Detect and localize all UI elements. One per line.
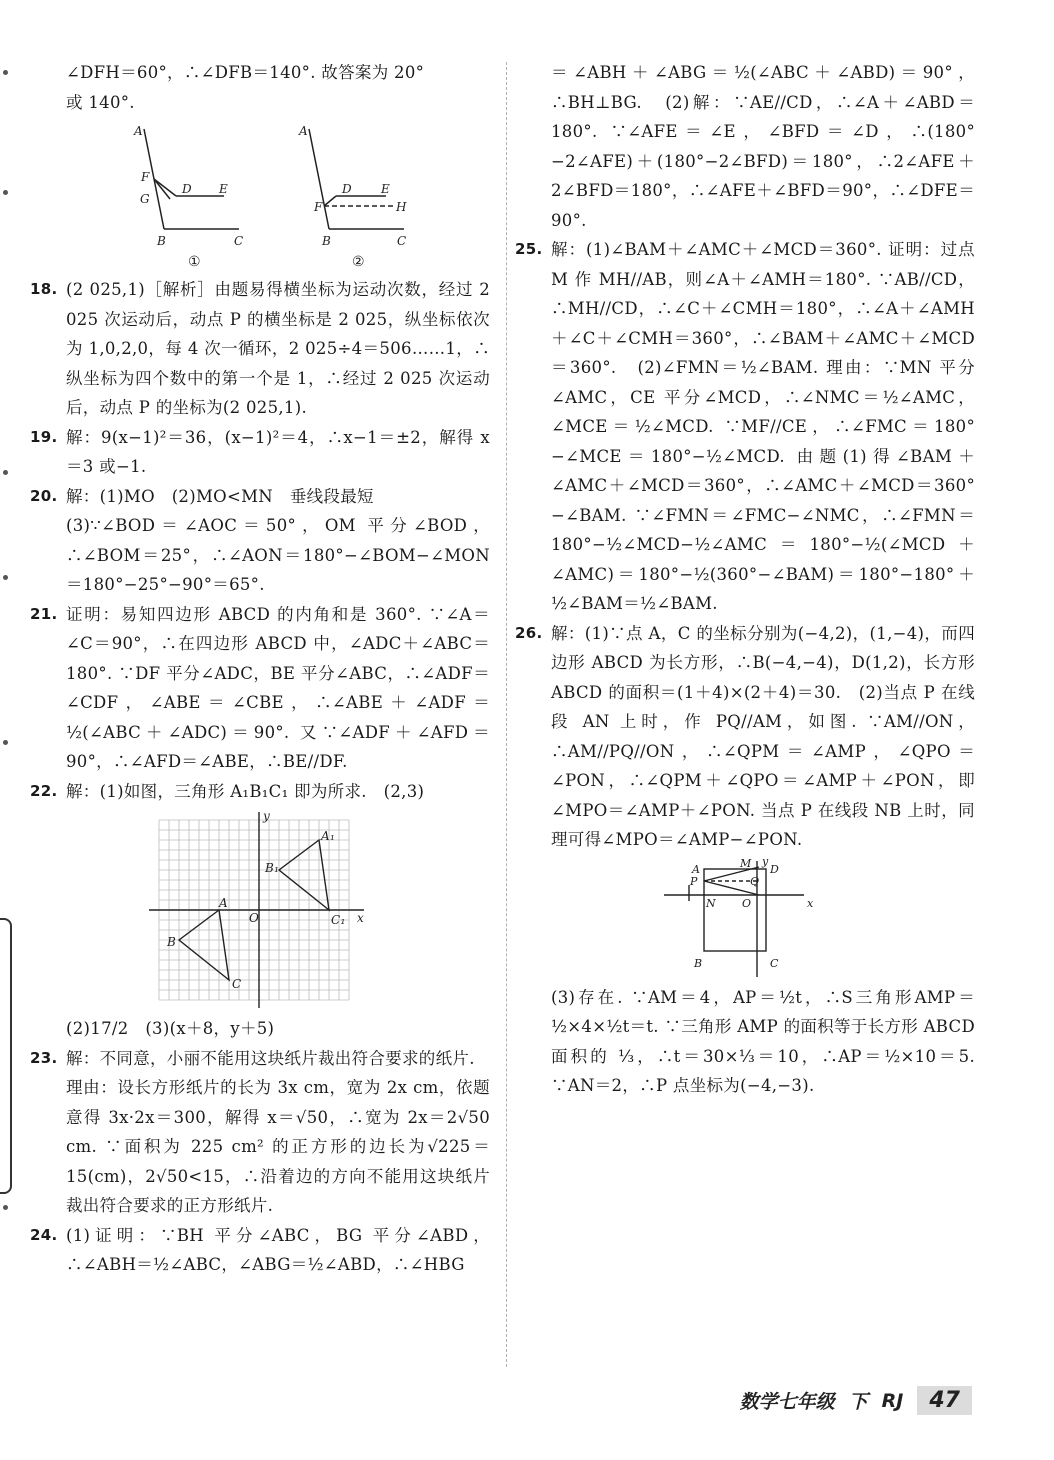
page-footer bbox=[740, 1386, 972, 1415]
label-B1: B₁ bbox=[265, 861, 280, 875]
answer-text: 解：(1)∠BAM＋∠AMC＋∠MCD＝360°. 证明：过点 M 作 MH//AB，则∠A＋∠AMH＝180°. ∵AB//CD，∴MH//CD，∴∠C＋∠CMH＝180°，∴∠A＋∠AMH＋∠C＋∠CMH＝360°，∴∠BAM＋∠AMC＋∠MCD＝360°. (2)∠FMN＝½∠BAM. 理由：∵MN 平分∠AMC，CE 平分∠MCD，∴∠NMC＝½∠AMC，∠MCE＝½∠MCD. ∵MF//CE，∴∠FMC＝180°−∠MCE＝180°−½∠MCD. 由题(1)得∠BAM＋∠AMC＋∠MCD＝360°，∴∠AMC＋∠MCD＝360°−∠BAM. ∵∠FMN＝∠FMC−∠NMC，∴∠FMN＝180°−½∠MCD−½∠AMC＝180°−½(∠MCD＋∠AMC)＝180°−½(360°−∠BAM)＝180°−180°＋½∠BAM＝½∠BAM. bbox=[551, 240, 975, 613]
answer-text: 解：(1)∵点 A，C 的坐标分别为(−4,2)，(1,−4)，而四边形 ABCD 为长方形，∴B(−4,−4)，D(1,2)，长方形 ABCD 的面积＝(1＋4)×(2＋4)＝30. (2)当点 P 在线段 AN 上时，作 PQ//AM，如图. ∵AM//ON，∴AM//PQ//ON，∴∠QPM＝∠AMP，∠QPO＝∠PON，∴∠QPM＋∠QPO＝∠AMP＋∠PON，即∠MPO＝∠AMP＋∠PON. 当点 P 在线段 NB 上时，同理可得∠MPO＝∠AMP−∠PON. bbox=[551, 623, 975, 849]
svg-text:G: G bbox=[140, 192, 150, 206]
svg-text:C: C bbox=[234, 234, 244, 248]
answer-text: 解：不同意，小丽不能用这块纸片裁出符合要求的纸片. bbox=[66, 1048, 475, 1068]
label-B: B bbox=[167, 935, 177, 949]
svg-text:y: y bbox=[762, 858, 769, 868]
coordinate-grid-figure bbox=[149, 810, 379, 1010]
rectangle-axes-figure bbox=[664, 859, 834, 979]
label-A: A bbox=[219, 896, 228, 910]
question-24 bbox=[30, 1221, 490, 1280]
answer-text-part3: (3)∵∠BOD＝∠AOC＝50°，OM 平分∠BOD，∴∠BOM＝25°，∴∠AON＝180°−∠BOM−∠MON＝180°−25°−90°＝65°. bbox=[66, 516, 490, 594]
svg-text:x: x bbox=[807, 896, 814, 910]
question-19 bbox=[30, 423, 490, 482]
svg-text:N: N bbox=[706, 896, 716, 910]
right-column bbox=[515, 58, 975, 1101]
label-A1: A₁ bbox=[321, 829, 336, 843]
svg-text:D: D bbox=[342, 182, 352, 196]
question-26 bbox=[515, 619, 975, 855]
svg-text:A: A bbox=[299, 124, 308, 138]
question-number: 24. bbox=[30, 1225, 58, 1244]
answer-text: (2 025,1)［解析］由题易得横坐标为运动次数，经过 2 025 次运动后，动点 P 的横坐标是 2 025，纵坐标依次为 1,0,2,0，每 4 次一循环，2 025÷4＝506……1，∴纵坐标为四个数中的第一个是 1，∴经过 2 025 次运动后，动点 P 的坐标为(2 025,1). bbox=[66, 280, 490, 417]
question-18 bbox=[30, 275, 490, 423]
label-x-axis: x bbox=[357, 911, 365, 925]
label-origin: O bbox=[249, 911, 260, 925]
answer-text: (1)证明：∵BH 平分∠ABC，BG 平分∠ABD，∴∠ABH＝½∠ABC，∠ABG＝½∠ABD，∴∠HBG bbox=[66, 1225, 490, 1274]
svg-text:D: D bbox=[182, 182, 192, 196]
question-number: 19. bbox=[30, 427, 58, 446]
book-volume: 下 bbox=[848, 1391, 868, 1413]
book-edition: RJ bbox=[881, 1389, 904, 1412]
book-title: 数学七年级 bbox=[739, 1391, 835, 1413]
question-number: 26. bbox=[515, 623, 543, 642]
svg-text:A: A bbox=[692, 862, 701, 876]
svg-text:D: D bbox=[770, 862, 780, 876]
svg-text:E: E bbox=[381, 182, 391, 196]
answer-text: 解：(1)MO (2)MO<MN 垂线段最短 bbox=[66, 486, 374, 506]
svg-text:C: C bbox=[397, 234, 407, 248]
svg-text:A: A bbox=[134, 124, 143, 138]
figure-caption-2: ② bbox=[352, 254, 365, 270]
q17-continuation-line2: 或 140°. bbox=[66, 92, 135, 112]
question-22-part2: (2)17/2 (3)(x＋8，y＋5) bbox=[66, 1019, 275, 1038]
question-number: 20. bbox=[30, 486, 58, 505]
question-26-part3: (3)存在. ∵AM＝4，AP＝½t，∴S三角形AMP＝½×4×½t＝t. ∵三角形 AMP 的面积等于长方形 ABCD 面积的 ⅓，∴t＝30×⅓＝10，∴AP＝½×10＝5. ∵AN＝2，∴P 点坐标为(−4,−3). bbox=[551, 987, 975, 1095]
svg-text:F: F bbox=[314, 200, 323, 214]
answer-reason: 理由：设长方形纸片的长为 3x cm，宽为 2x cm，依题意得 3x·2x＝300，解得 x＝√50，∴宽为 2x＝2√50 cm. ∵面积为 225 cm² 的正方形的边长为√225＝15(cm)，2√50<15，∴沿着边的方向不能用这块纸片裁出符合要求的正方形纸片. bbox=[66, 1078, 490, 1215]
svg-text:P: P bbox=[690, 874, 698, 888]
question-number: 25. bbox=[515, 240, 543, 258]
svg-text:E: E bbox=[219, 182, 229, 196]
question-25 bbox=[515, 235, 975, 619]
svg-text:M: M bbox=[740, 858, 752, 870]
page-edge-marks bbox=[0, 0, 12, 1460]
answer-text: 解：9(x−1)²＝36，(x−1)²＝4，∴x−1＝±2，解得 x＝3 或−1. bbox=[66, 427, 490, 476]
question-number: 23. bbox=[30, 1048, 58, 1067]
svg-text:C: C bbox=[770, 956, 779, 970]
angle-figures bbox=[104, 121, 424, 271]
q17-continuation-line1: ∠DFH＝60°，∴∠DFB＝140°. 故答案为 20° bbox=[66, 63, 425, 82]
svg-text:H: H bbox=[396, 200, 407, 214]
left-column bbox=[30, 58, 490, 1280]
figure-caption-1: ① bbox=[188, 254, 201, 270]
question-number: 21. bbox=[30, 604, 58, 623]
svg-text:F: F bbox=[141, 170, 150, 184]
question-number: 18. bbox=[30, 280, 58, 298]
svg-text:O: O bbox=[742, 896, 752, 910]
svg-text:B: B bbox=[694, 956, 703, 970]
question-23 bbox=[30, 1044, 490, 1221]
svg-text:B: B bbox=[157, 234, 167, 248]
label-C1: C₁ bbox=[331, 913, 346, 927]
label-y-axis: y bbox=[263, 810, 271, 823]
question-24-continuation: ＝∠ABH＋∠ABG＝½(∠ABC＋∠ABD)＝90°，∴BH⊥BG. (2)解：∵AE//CD，∴∠A＋∠ABD＝180°. ∵∠AFE＝∠E，∠BFD＝∠D，∴(180°−2∠AFE)＋(180°−2∠BFD)＝180°，∴2∠AFE＋2∠BFD＝180°，∴∠AFE＋∠BFD＝90°，∴∠DFE＝90°. bbox=[551, 63, 975, 230]
answer-text: 证明：易知四边形 ABCD 的内角和是 360°. ∵∠A＝∠C＝90°，∴在四边形 ABCD 中，∠ADC＋∠ABC＝180°. ∵DF 平分∠ADC，BE 平分∠ABC，∴∠ADF＝∠CDF，∠ABE＝∠CBE，∴∠ABE＋∠ADF＝½(∠ABC＋∠ADC)＝90°. 又∵∠ADF＋∠AFD＝90°，∴∠AFD＝∠ABE，∴BE//DF. bbox=[66, 604, 490, 771]
answer-text: 解：(1)如图，三角形 A₁B₁C₁ 即为所求. (2,3) bbox=[66, 781, 425, 801]
question-number: 22. bbox=[30, 781, 58, 800]
question-20 bbox=[30, 482, 490, 600]
question-22 bbox=[30, 777, 490, 807]
svg-text:Q: Q bbox=[750, 874, 760, 888]
column-divider bbox=[506, 62, 507, 1367]
question-21 bbox=[30, 600, 490, 777]
page-number: 47 bbox=[917, 1386, 972, 1415]
svg-text:B: B bbox=[322, 234, 332, 248]
label-C: C bbox=[232, 977, 242, 991]
